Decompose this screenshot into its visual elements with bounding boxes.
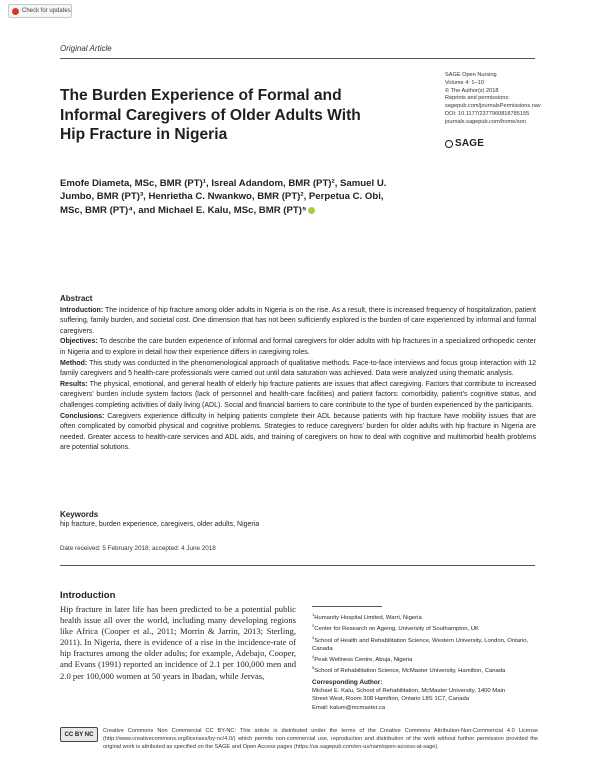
orcid-icon[interactable] — [308, 207, 315, 214]
affiliation-1: $^1$Humanity Hospital Limited, Warri, Nigeria — [312, 612, 422, 621]
results-label: Results: — [60, 380, 88, 388]
introduction-paragraph: Hip fracture in later life has been predicted to be a potential public health issue all over the world, including many developing regions like Africa (Cooper et al., 2011; Morrin & Jarrin, 2013; Sterling, 2011). In Nigeria, there is evidence of a rise in the incidence-rate of hip fractures among the older adults; for example, Adebajo, Cooper, and Evans (1991) reported an incidence of 2.1 per 100,000 men and 2.0 per 100,000 women at 50 years in Ibadan, while Jervas, — [60, 604, 296, 681]
affiliation-4: $^4$Peak Wellness Centre, Abuja, Nigeria — [312, 654, 413, 664]
sage-logo-icon — [445, 140, 453, 148]
license-footer — [60, 727, 538, 751]
keywords-heading: Keywords — [60, 510, 99, 519]
corresponding-line-1: Michael E. Kalu, School of Rehabilitation, McMaster University, 1400 Main — [312, 687, 506, 694]
affiliations-footnote — [312, 606, 538, 712]
affiliation-3: $^3$School of Health and Rehabilitation Science, Western University, London, Ontario, Canada — [312, 634, 529, 652]
doi[interactable]: DOI: 10.1177/2377960818785155 — [445, 110, 530, 117]
objectives-label: Objectives: — [60, 338, 98, 346]
abstract-method — [60, 359, 536, 380]
abstract-heading: Abstract — [60, 294, 93, 303]
publisher-logo — [445, 138, 484, 149]
reprints-label: Reprints and permissions: — [445, 95, 510, 102]
section-divider — [60, 565, 535, 566]
journal-homepage-link[interactable]: journals.sagepub.com/home/son — [445, 118, 526, 125]
results-text: The physical, emotional, and general health of elderly hip fracture patients are issues that affect caregiving. Factors that contribute to increased caregivers’ burden include system factors (lack of personnel and health-care facilities) and patient factors: comorbidity, patient’s cognitive status, and challenges completing activities of daily living (ADL). Social and financial barriers to care contribute to the type of burden experienced by the participants. — [60, 380, 536, 409]
corresponding-email[interactable]: Email: kalum@mcmaster.ca — [312, 704, 386, 711]
abstract-conclusions — [60, 412, 536, 454]
affiliation-5: $^5$School of Rehabilitation Science, McMaster University, Hamilton, Canada — [312, 665, 506, 675]
journal-info — [445, 72, 555, 127]
method-label: Method: — [60, 359, 88, 367]
introduction-heading: Introduction — [60, 590, 116, 601]
footnote-rule — [312, 606, 382, 607]
method-text: This study was conducted in the phenomenological approach of qualitative methods. Face-to-face interviews and focus group interaction with 12 family caregivers and 5 health-care professionals were carried out until data saturation was achieved. Data were analyzed using thematic analysis. — [60, 359, 536, 378]
permissions-link[interactable]: sagepub.com/journalsPermissions.nav — [445, 103, 541, 110]
affiliation-2: $^2$Center for Research on Ageing, University of Southampton, UK — [312, 623, 479, 633]
crossmark-icon — [12, 8, 19, 15]
conclusions-text: Caregivers experience difficulty in helping patients complete their ADL because patients with hip fracture have mobility issues that are often complicated by comorbid physical and cognitive problems. Strategies to reduce caregivers’ burden for older adults with hip fracture in Nigeria are needed. Greater access to health-care services and ADL aids, and training of caregivers on how to deal with cognitive and multimorbid health problems are potential solutions. — [60, 412, 536, 452]
keywords-section — [60, 510, 536, 530]
corresponding-author-heading: Corresponding Author: — [312, 678, 383, 686]
received-accepted-dates: Date received: 5 February 2018; accepted: 4 June 2018 — [60, 545, 216, 552]
license-text: Creative Commons Non Commercial CC BY-NC: This article is distributed under the terms of the Creative Commons Attribution-Non-Commercial 4.0 License (http://www.creativecommons.org/licenses/by-nc/4.0/) which permits non-commercial use, reproduction and distribution of the work without further permission provided the original work is attributed as specified on the SAGE and Open Access pages (https://us.sagepub.com/en-us/nam/open-access-at-sage). — [103, 728, 538, 750]
cc-license-badge[interactable]: CC BY NC — [60, 727, 98, 742]
article-title: The Burden Experience of Formal and Informal Caregivers of Older Adults With Hip Fracture in Nigeria — [60, 87, 361, 143]
journal-volume: Volume 4: 1–10 — [445, 79, 484, 86]
check-for-updates-badge[interactable] — [8, 4, 72, 18]
check-for-updates-label: Check for updates — [22, 8, 71, 14]
publisher-logo-text: SAGE — [455, 138, 485, 149]
introduction-text: The incidence of hip fracture among older adults in Nigeria is on the rise. As a result, there is increased frequency of hospitalization, patient suffering, family burden, and societal cost. One dimension that has not been sufficiently explored is the burden of care experienced by informal and formal caregivers. — [60, 306, 537, 335]
copyright: © The Author(s) 2018 — [445, 87, 499, 94]
introduction-body — [60, 604, 296, 682]
corresponding-line-2: Street West, Room 308 Hamilton, Ontario L8S 1C7, Canada — [312, 696, 470, 703]
abstract-section — [60, 294, 536, 454]
article-type: Original Article — [60, 44, 112, 53]
introduction-label: Introduction: — [60, 306, 104, 314]
abstract-introduction — [60, 306, 536, 338]
author-list — [60, 177, 400, 217]
authors-text: Emofe Diameta, MSc, BMR (PT)¹, Isreal Adandom, BMR (PT)², Samuel U. Jumbo, BMR (PT)³, Henrietha C. Nwankwo, BMR (PT)², Perpetua C. Obi, MSc, BMR (PT)⁴, and Michael E. Kalu, MSc, BMR (PT)⁵ — [60, 178, 387, 216]
keywords-text: hip fracture, burden experience, caregivers, older adults, Nigeria — [60, 521, 260, 529]
abstract-objectives — [60, 337, 536, 358]
conclusions-label: Conclusions: — [60, 412, 105, 420]
abstract-results — [60, 380, 536, 412]
header-divider — [60, 58, 535, 59]
journal-name: SAGE Open Nursing — [445, 72, 497, 78]
objectives-text: To describe the care burden experience of informal and formal caregivers for older adults with hip fractures in a specialized orthopedic center in Nigeria and to explore in detail how their experience differs in caregiving roles. — [60, 338, 536, 356]
